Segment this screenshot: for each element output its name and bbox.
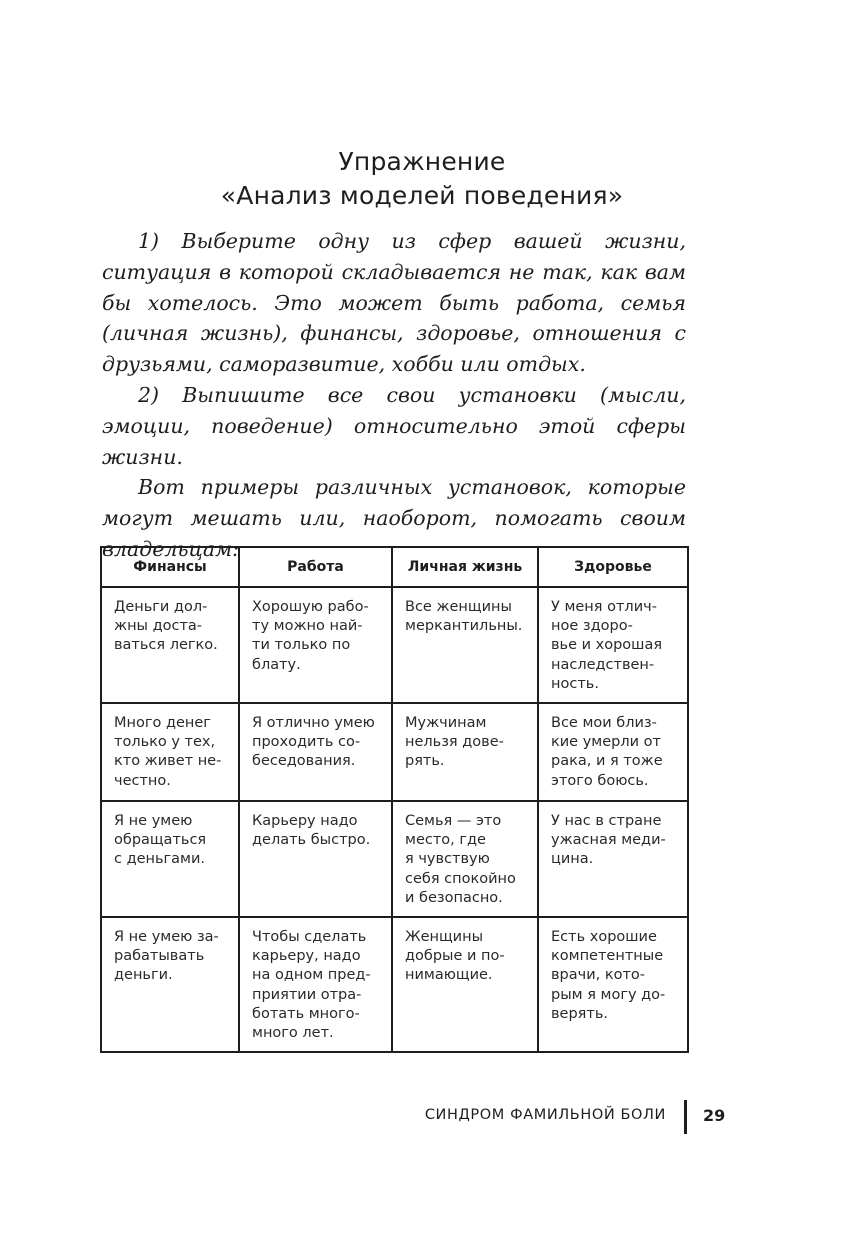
cell-text-line: ужасная меди-: [551, 832, 666, 849]
table-cell: [239, 703, 392, 801]
paragraph-examples-intro: Вот примеры различных установок, которые могут мешать или, наоборот, помогать своим владельцам:: [102, 475, 686, 561]
table-cell: [392, 917, 538, 1052]
table-cell: [392, 587, 538, 703]
cell-text-line: ботать много-: [252, 1005, 360, 1022]
cell-text-line: проходить со-: [252, 734, 361, 751]
cell-text-line: Много денег: [114, 715, 211, 732]
cell-text-line: Есть хорошие: [551, 929, 657, 946]
cell-text-line: место, где: [405, 832, 486, 849]
cell-text-line: с деньгами.: [114, 851, 206, 868]
cell-text-line: добрые и по-: [405, 948, 505, 965]
cell-text-line: врачи, кото-: [551, 967, 646, 984]
cell-text-line: себя спокойно: [405, 870, 516, 887]
table-cell: [239, 801, 392, 917]
cell-text-line: блату.: [252, 656, 301, 673]
table-cell: [538, 587, 688, 703]
cell-text-line: на одном пред-: [252, 967, 371, 984]
cell-text-line: делать быстро.: [252, 832, 371, 849]
table-row: [101, 703, 688, 801]
cell-text-line: деньги.: [114, 967, 173, 984]
column-header-personal-life: Личная жизнь: [392, 547, 538, 587]
cell-text-line: Семья — это: [405, 813, 502, 830]
cell-text-line: У нас в стране: [551, 813, 662, 830]
cell-text-line: Деньги дол-: [114, 599, 208, 615]
beliefs-table-container: [100, 546, 687, 1053]
cell-text-line: Карьеру надо: [252, 813, 358, 830]
table-cell: [538, 703, 688, 801]
beliefs-table: [100, 546, 689, 1053]
cell-text-line: Мужчинам: [405, 715, 487, 732]
cell-text-line: и безопасно.: [405, 889, 503, 906]
cell-text-line: меркантильны.: [405, 618, 523, 635]
cell-text-line: нимающие.: [405, 967, 493, 984]
exercise-title: [0, 145, 844, 213]
table-row: [101, 801, 688, 917]
table-row: [101, 587, 688, 703]
cell-text-line: цина.: [551, 851, 594, 868]
table-cell: [538, 917, 688, 1052]
cell-text-line: только у тех,: [114, 734, 216, 751]
cell-text-line: У меня отлич-: [551, 599, 657, 615]
running-head: СИНДРОМ ФАМИЛЬНОЙ БОЛИ: [424, 1107, 666, 1123]
cell-text-line: обращаться: [114, 832, 207, 849]
instructions-text: [102, 226, 686, 565]
paragraph-step-2: 2) Выпишите все свои установки (мысли, эмоции, поведение) относительно этой сферы жизни.: [102, 382, 686, 469]
cell-text-line: рым я могу до-: [551, 986, 666, 1003]
cell-text-line: Я не умею за-: [114, 929, 219, 946]
paragraph-step-1: 1) Выберите одну из сфер вашей жизни, ситуация в которой складывается не так, как вам бы хотелось. Это может быть работа, семья (личная жизнь), финансы, здоровье, отношения с друзьями, саморазвитие, хобби или отдых.: [102, 229, 686, 377]
cell-text-line: компетентные: [551, 948, 664, 965]
cell-text-line: Женщины: [405, 929, 484, 946]
table-cell: [239, 587, 392, 703]
cell-text-line: Я не умею: [114, 813, 193, 830]
cell-text-line: приятии отра-: [252, 986, 362, 1003]
table-cell: [101, 703, 239, 801]
table-cell: [392, 703, 538, 801]
cell-text-line: наследствен-: [551, 656, 655, 673]
cell-text-line: ваться легко.: [114, 637, 218, 654]
cell-text-line: ность.: [551, 675, 599, 692]
column-header-health: Здоровье: [538, 547, 688, 587]
cell-text-line: ное здоро-: [551, 618, 633, 635]
table-cell: [101, 587, 239, 703]
cell-text-line: Чтобы сделать: [252, 929, 367, 946]
cell-text-line: карьеру, надо: [252, 948, 361, 965]
cell-text-line: кие умерли от: [551, 734, 661, 751]
cell-text-line: я чувствую: [405, 851, 490, 868]
footer-divider: [684, 1100, 687, 1134]
table-body: [101, 587, 688, 1052]
cell-text-line: Все мои близ-: [551, 715, 657, 732]
cell-text-line: жны доста-: [114, 618, 203, 635]
column-header-finances: Финансы: [101, 547, 239, 587]
table-header-row: [101, 547, 688, 587]
cell-text-line: кто живет не-: [114, 753, 222, 770]
cell-text-line: верять.: [551, 1005, 608, 1022]
cell-text-line: Я отлично умею: [252, 715, 375, 732]
cell-text-line: вье и хорошая: [551, 637, 663, 654]
table-cell: [239, 917, 392, 1052]
cell-text-line: Все женщины: [405, 599, 512, 615]
cell-text-line: рабатывать: [114, 948, 205, 965]
title-line-2: «Анализ моделей поведения»: [220, 181, 624, 210]
table-cell: [538, 801, 688, 917]
table-row: [101, 917, 688, 1052]
cell-text-line: этого боюсь.: [551, 772, 649, 789]
page-number: 29: [703, 1106, 726, 1125]
cell-text-line: Хорошую рабо-: [252, 599, 369, 615]
cell-text-line: ту можно най-: [252, 618, 363, 635]
cell-text-line: рять.: [405, 753, 445, 770]
table-cell: [101, 917, 239, 1052]
cell-text-line: рака, и я тоже: [551, 753, 663, 770]
cell-text-line: ти только по: [252, 637, 351, 654]
table-cell: [101, 801, 239, 917]
cell-text-line: беседования.: [252, 753, 356, 770]
cell-text-line: честно.: [114, 772, 171, 789]
cell-text-line: много лет.: [252, 1025, 334, 1042]
title-line-1: Упражнение: [338, 147, 506, 176]
page-footer: [0, 1100, 844, 1136]
column-header-work: Работа: [239, 547, 392, 587]
table-cell: [392, 801, 538, 917]
cell-text-line: нельзя дове-: [405, 734, 504, 751]
